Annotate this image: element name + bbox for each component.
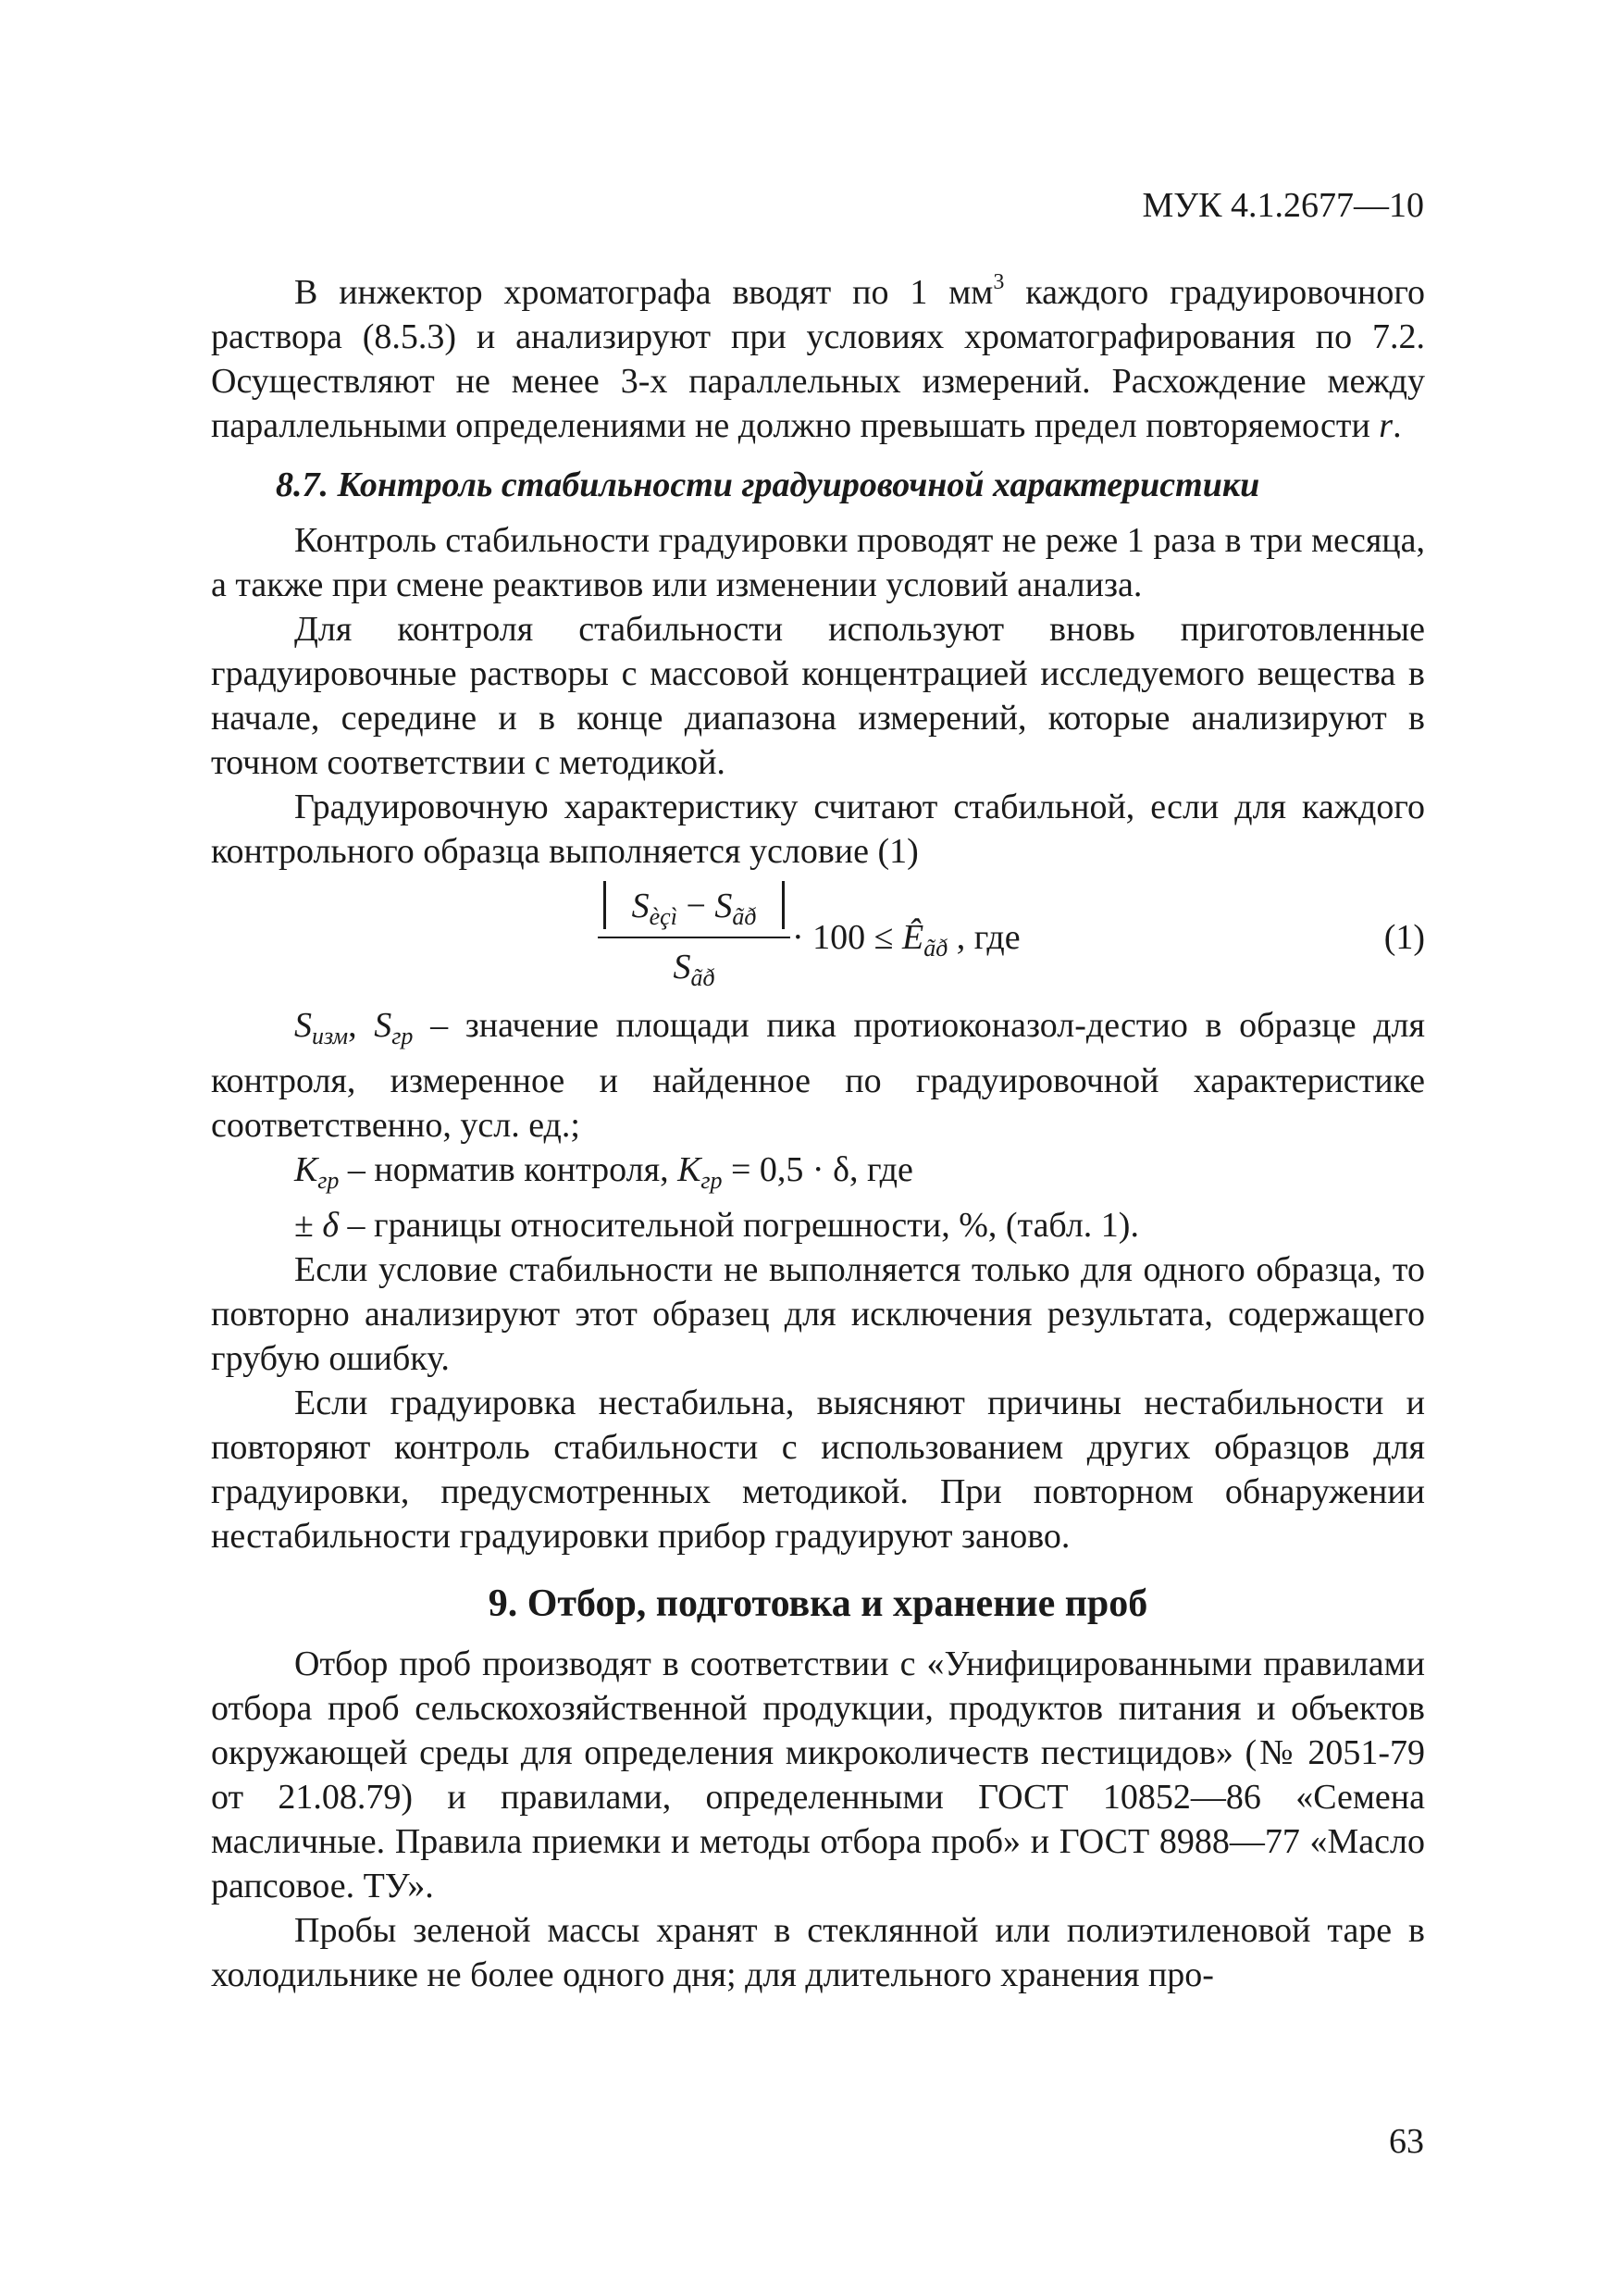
- paragraph-8-7-3: Градуировочную характеристику считают стабильной, если для каждого контрольного образца выполняется условие (1): [211, 788, 1425, 871]
- paragraph-9-1: Отбор проб производят в соответствии с «Унифицированными правилами отбора проб сельскохозяйственной продукции, продуктов питания и объектов окружающей среды для определения микроколичеств пестицидов» (№ 2051-79 от 21.08.79) и правилами, определенными ГОСТ 10852—86 «Семена масличные. Правила приемки и методы отбора проб» и ГОСТ 8988—77 «Масло рапсовое. ТУ».: [211, 1644, 1425, 1905]
- definition-s: $S_{изм}$, $S_{гр}$ – значение площади пика протиоконазол-дестио в образце для контроля, измеренное и найденное по градуировочной характеристике соответственно, усл. ед.;: [211, 1006, 1425, 1145]
- document-code: МУК 4.1.2677—10: [1142, 186, 1424, 225]
- page-number: 63: [1389, 2122, 1424, 2161]
- formula-fraction: [598, 877, 790, 996]
- paragraph-8-7-1: Контроль стабильности градуировки проводят не реже 1 раза в три месяца, а также при смене реактивов или изменении условий анализа.: [211, 521, 1425, 604]
- paragraph-closing-2: Если градуировка нестабильна, выясняют причины нестабильности и повторяют контроль стабильности с использованием других образцов для градуировки, предусмотренных методикой. При повторном обнаружении нестабильности градуировки прибор градуируют заново.: [211, 1384, 1425, 1556]
- formula-numerator: $S_{èçì} - S_{ãð}$: [631, 887, 757, 930]
- formula-right-side: · $100 \le Ê_{ãð}$ , где: [792, 918, 1021, 962]
- section-heading-8-7: 8.7. Контроль стабильности градуировочной характеристики: [276, 465, 1260, 504]
- superscript-3: 3: [993, 270, 1005, 294]
- paragraph-9-2: Пробы зеленой массы хранят в стеклянной или полиэтиленовой таре в холодильнике не более одного дня; для длительного хранения про-: [211, 1911, 1425, 1994]
- definition-k: $К_{гр}$ – норматив контроля, $К_{гр} = 0,5 \cdot \delta$, где: [294, 1150, 913, 1194]
- formula-denominator: $S_{ãð}$: [673, 948, 715, 991]
- paragraph-injection: В инжектор хроматографа вводят по 1 $мм^3$ каждого градуировочного раствора (8.5.3) и анализируют при условиях хроматографирования по 7.2. Осуществляют не менее 3-х параллельных измерений. Расхождение между параллельными определениями не должно превышать предел повторяемости r.: [211, 270, 1426, 445]
- section-heading-9: 9. Отбор, подготовка и хранение проб: [488, 1582, 1148, 1625]
- definition-delta: ± δ – границы относительной погрешности, %, (табл. 1).: [294, 1206, 1139, 1245]
- formula-number: (1): [1383, 918, 1425, 957]
- fraction-line: [598, 937, 790, 938]
- variable-r: r: [1379, 406, 1394, 445]
- page-body: [211, 270, 1425, 1997]
- formula-1: [211, 877, 1425, 996]
- paragraph-8-7-2: Для контроля стабильности используют вновь приготовленные градуировочные растворы с массовой концентрацией исследуемого вещества в начале, середине и в конце диапазона измерений, которые анализируют в точном соответствии с методикой.: [211, 610, 1425, 782]
- paragraph-closing-1: Если условие стабильности не выполняется только для одного образца, то повторно анализируют этот образец для исключения результата, содержащего грубую ошибку.: [211, 1250, 1425, 1378]
